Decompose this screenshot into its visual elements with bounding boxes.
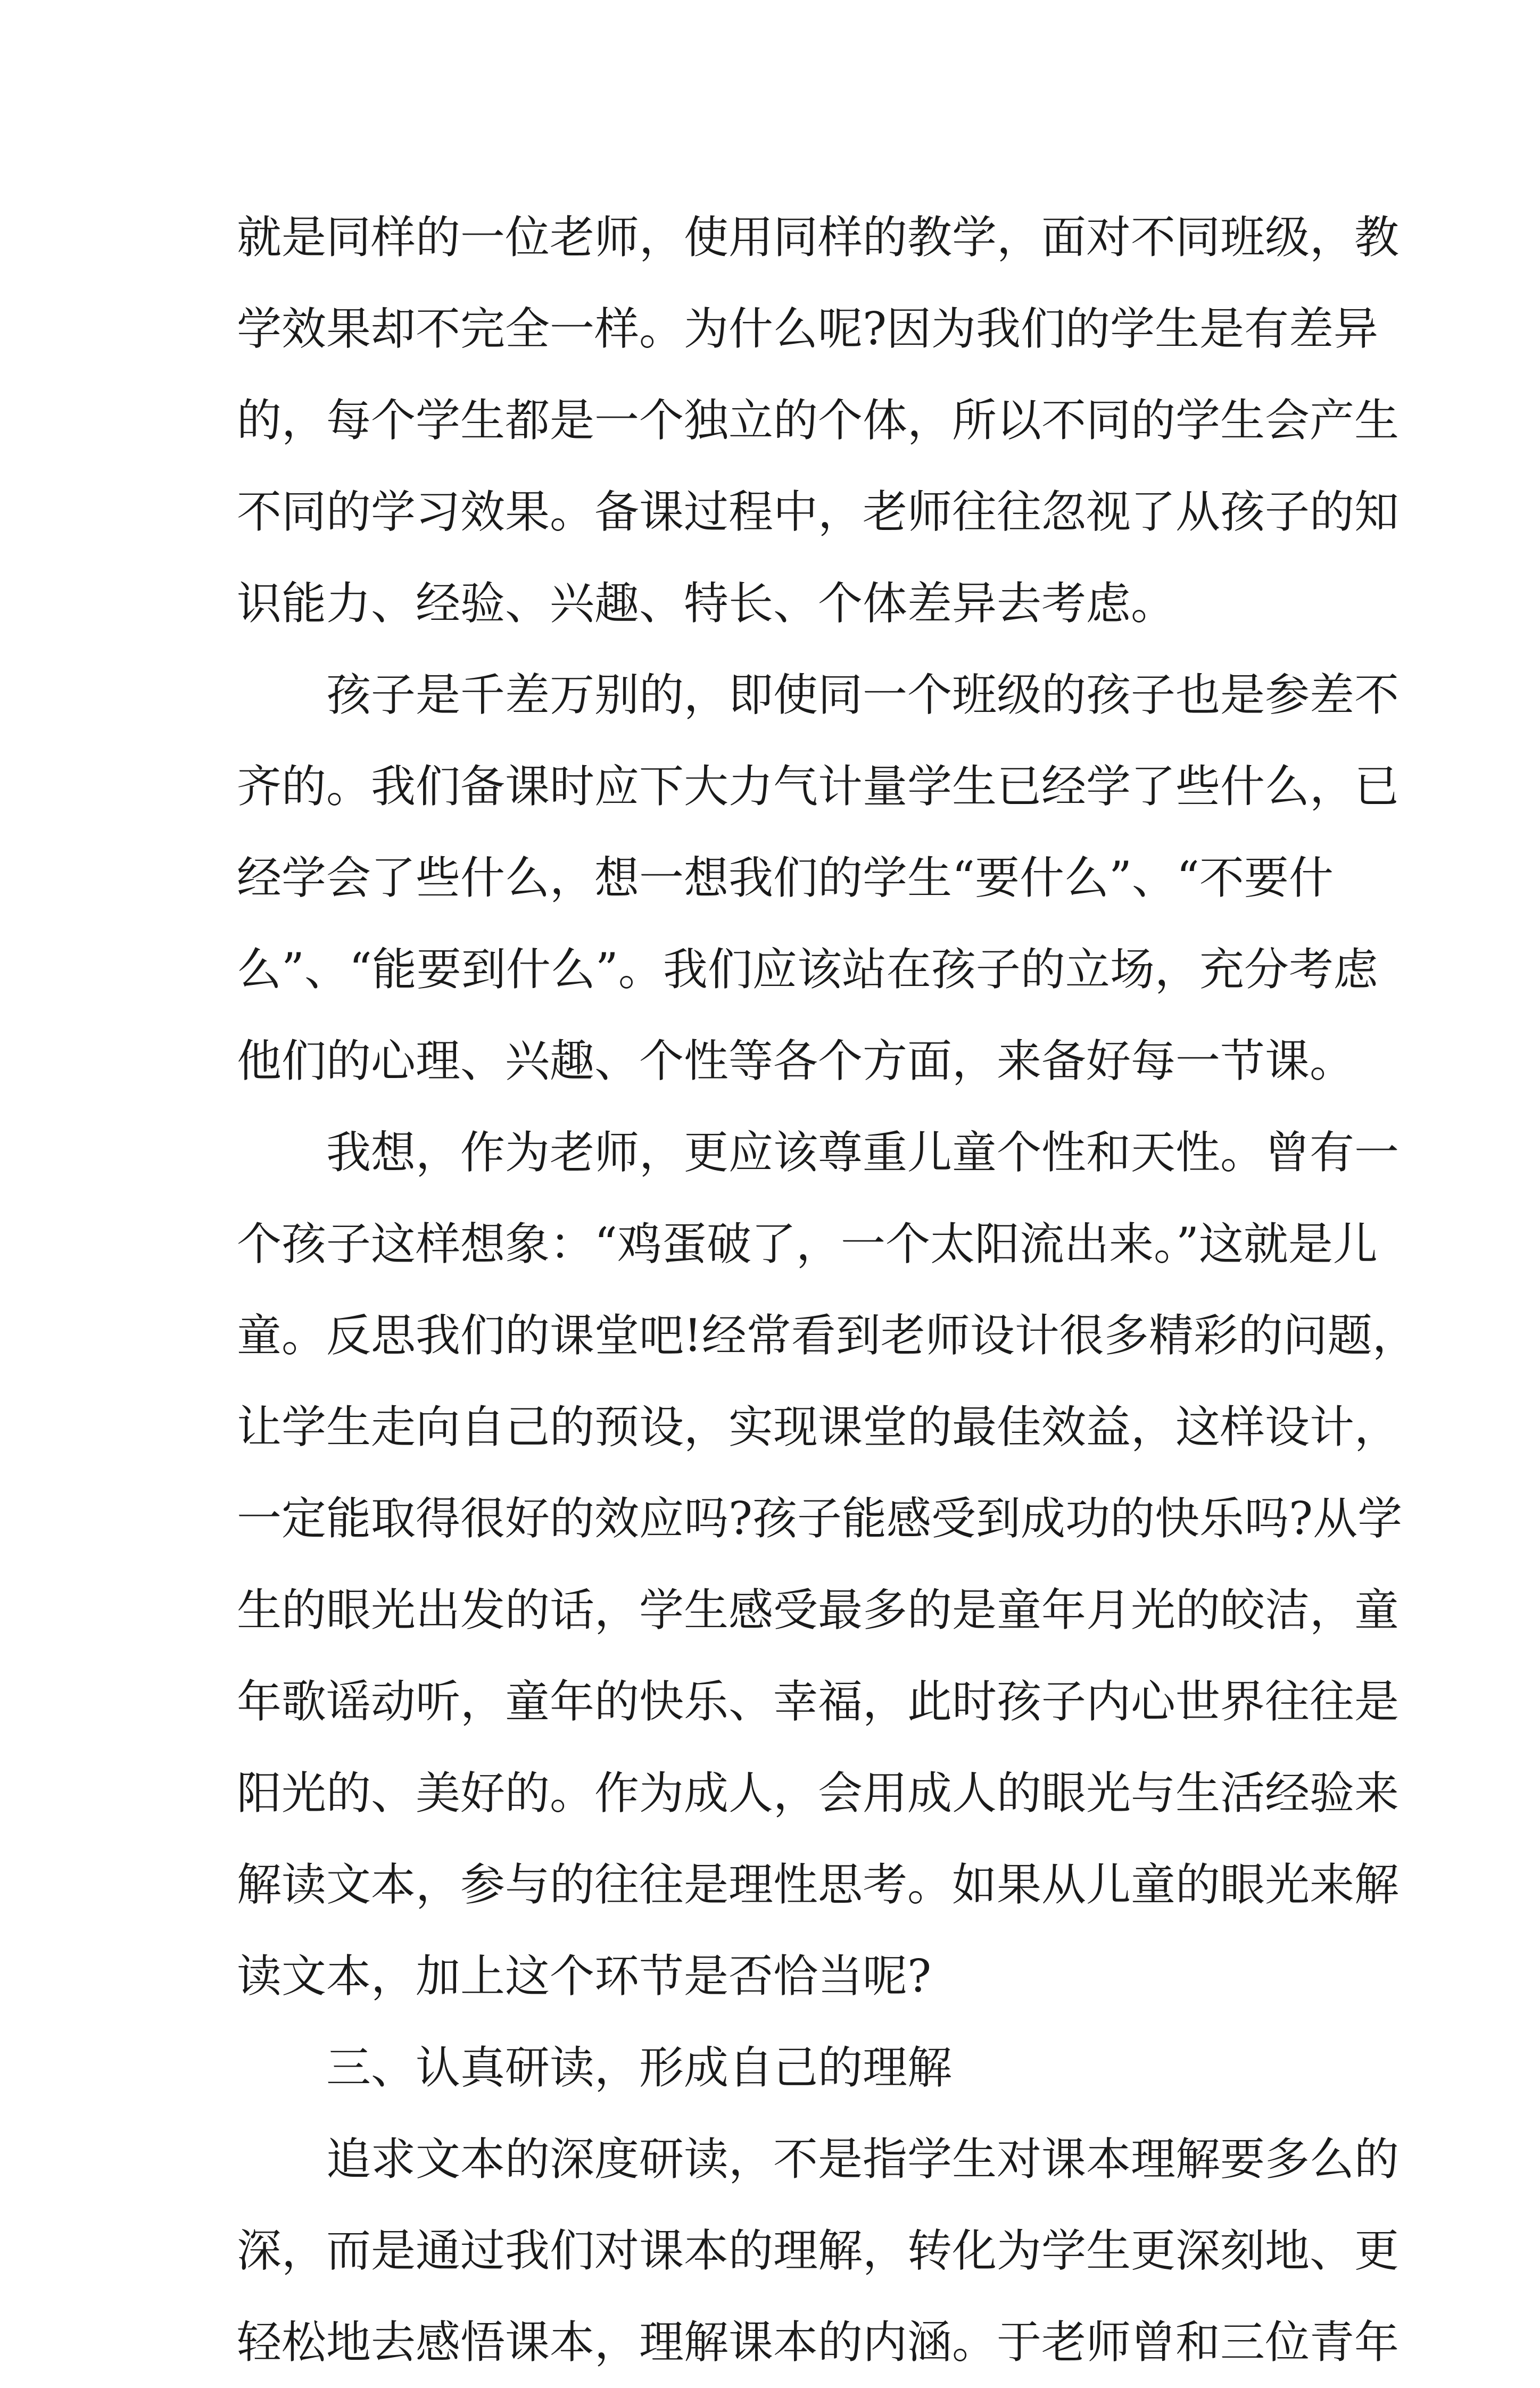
text-line: 让学生走向自己的预设，实现课堂的最佳效益，这样设计， bbox=[237, 1401, 1400, 1453]
text-line: 轻松地去感悟课本，理解课本的内涵。于老师曾和三位青年 bbox=[237, 2316, 1400, 2368]
text-line: 个孩子这样想象：“鸡蛋破了，一个太阳流出来。”这就是儿 bbox=[237, 1218, 1378, 1270]
text-line: 的，每个学生都是一个独立的个体，所以不同的学生会产生 bbox=[237, 394, 1400, 446]
text-line: 阳光的、美好的。作为成人，会用成人的眼光与生活经验来 bbox=[237, 1767, 1400, 1819]
paragraph-first-line: 我想，作为老师，更应该尊重儿童个性和天性。曾有一 bbox=[326, 1126, 1400, 1179]
paragraph-first-line: 孩子是千差万别的，即使同一个班级的孩子也是参差不 bbox=[326, 669, 1400, 721]
text-line: 生的眼光出发的话，学生感受最多的是童年月光的皎洁，童 bbox=[237, 1584, 1400, 1636]
text-line: 就是同样的一位老师，使用同样的教学，面对不同班级，教 bbox=[237, 211, 1400, 263]
text-line: 学效果却不完全一样。为什么呢?因为我们的学生是有差异 bbox=[237, 303, 1379, 355]
paragraph-first-line: 追求文本的深度研读，不是指学生对课本理解要多么的 bbox=[326, 2133, 1400, 2185]
text-line: 一定能取得很好的效应吗?孩子能感受到成功的快乐吗?从学 bbox=[237, 1492, 1403, 1545]
section-heading: 三、认真研读，形成自己的理解 bbox=[326, 2042, 953, 2094]
text-line: 深，而是通过我们对课本的理解，转化为学生更深刻地、更 bbox=[237, 2225, 1400, 2277]
text-line: 经学会了些什么，想一想我们的学生“要什么”、“不要什 bbox=[237, 852, 1334, 904]
text-line: 么”、“能要到什么”。我们应该站在孩子的立场，充分考虑 bbox=[237, 943, 1378, 996]
text-line: 齐的。我们备课时应下大力气计量学生已经学了些什么，已 bbox=[237, 760, 1400, 812]
text-line: 不同的学习效果。备课过程中，老师往往忽视了从孩子的知 bbox=[237, 486, 1400, 538]
text-line: 识能力、经验、兴趣、特长、个体差异去考虑。 bbox=[237, 577, 1176, 629]
text-line: 年歌谣动听，童年的快乐、幸福，此时孩子内心世界往往是 bbox=[237, 1676, 1400, 1728]
document-body bbox=[237, 192, 1417, 2388]
text-line: 读文本，加上这个环节是否恰当呢? bbox=[237, 1950, 932, 2002]
text-line: 解读文本，参与的往往是理性思考。如果从儿童的眼光来解 bbox=[237, 1859, 1400, 1911]
text-line: 童。反思我们的课堂吧!经常看到老师设计很多精彩的问题， bbox=[237, 1309, 1417, 1362]
text-line: 他们的心理、兴趣、个性等各个方面，来备好每一节课。 bbox=[237, 1035, 1355, 1087]
